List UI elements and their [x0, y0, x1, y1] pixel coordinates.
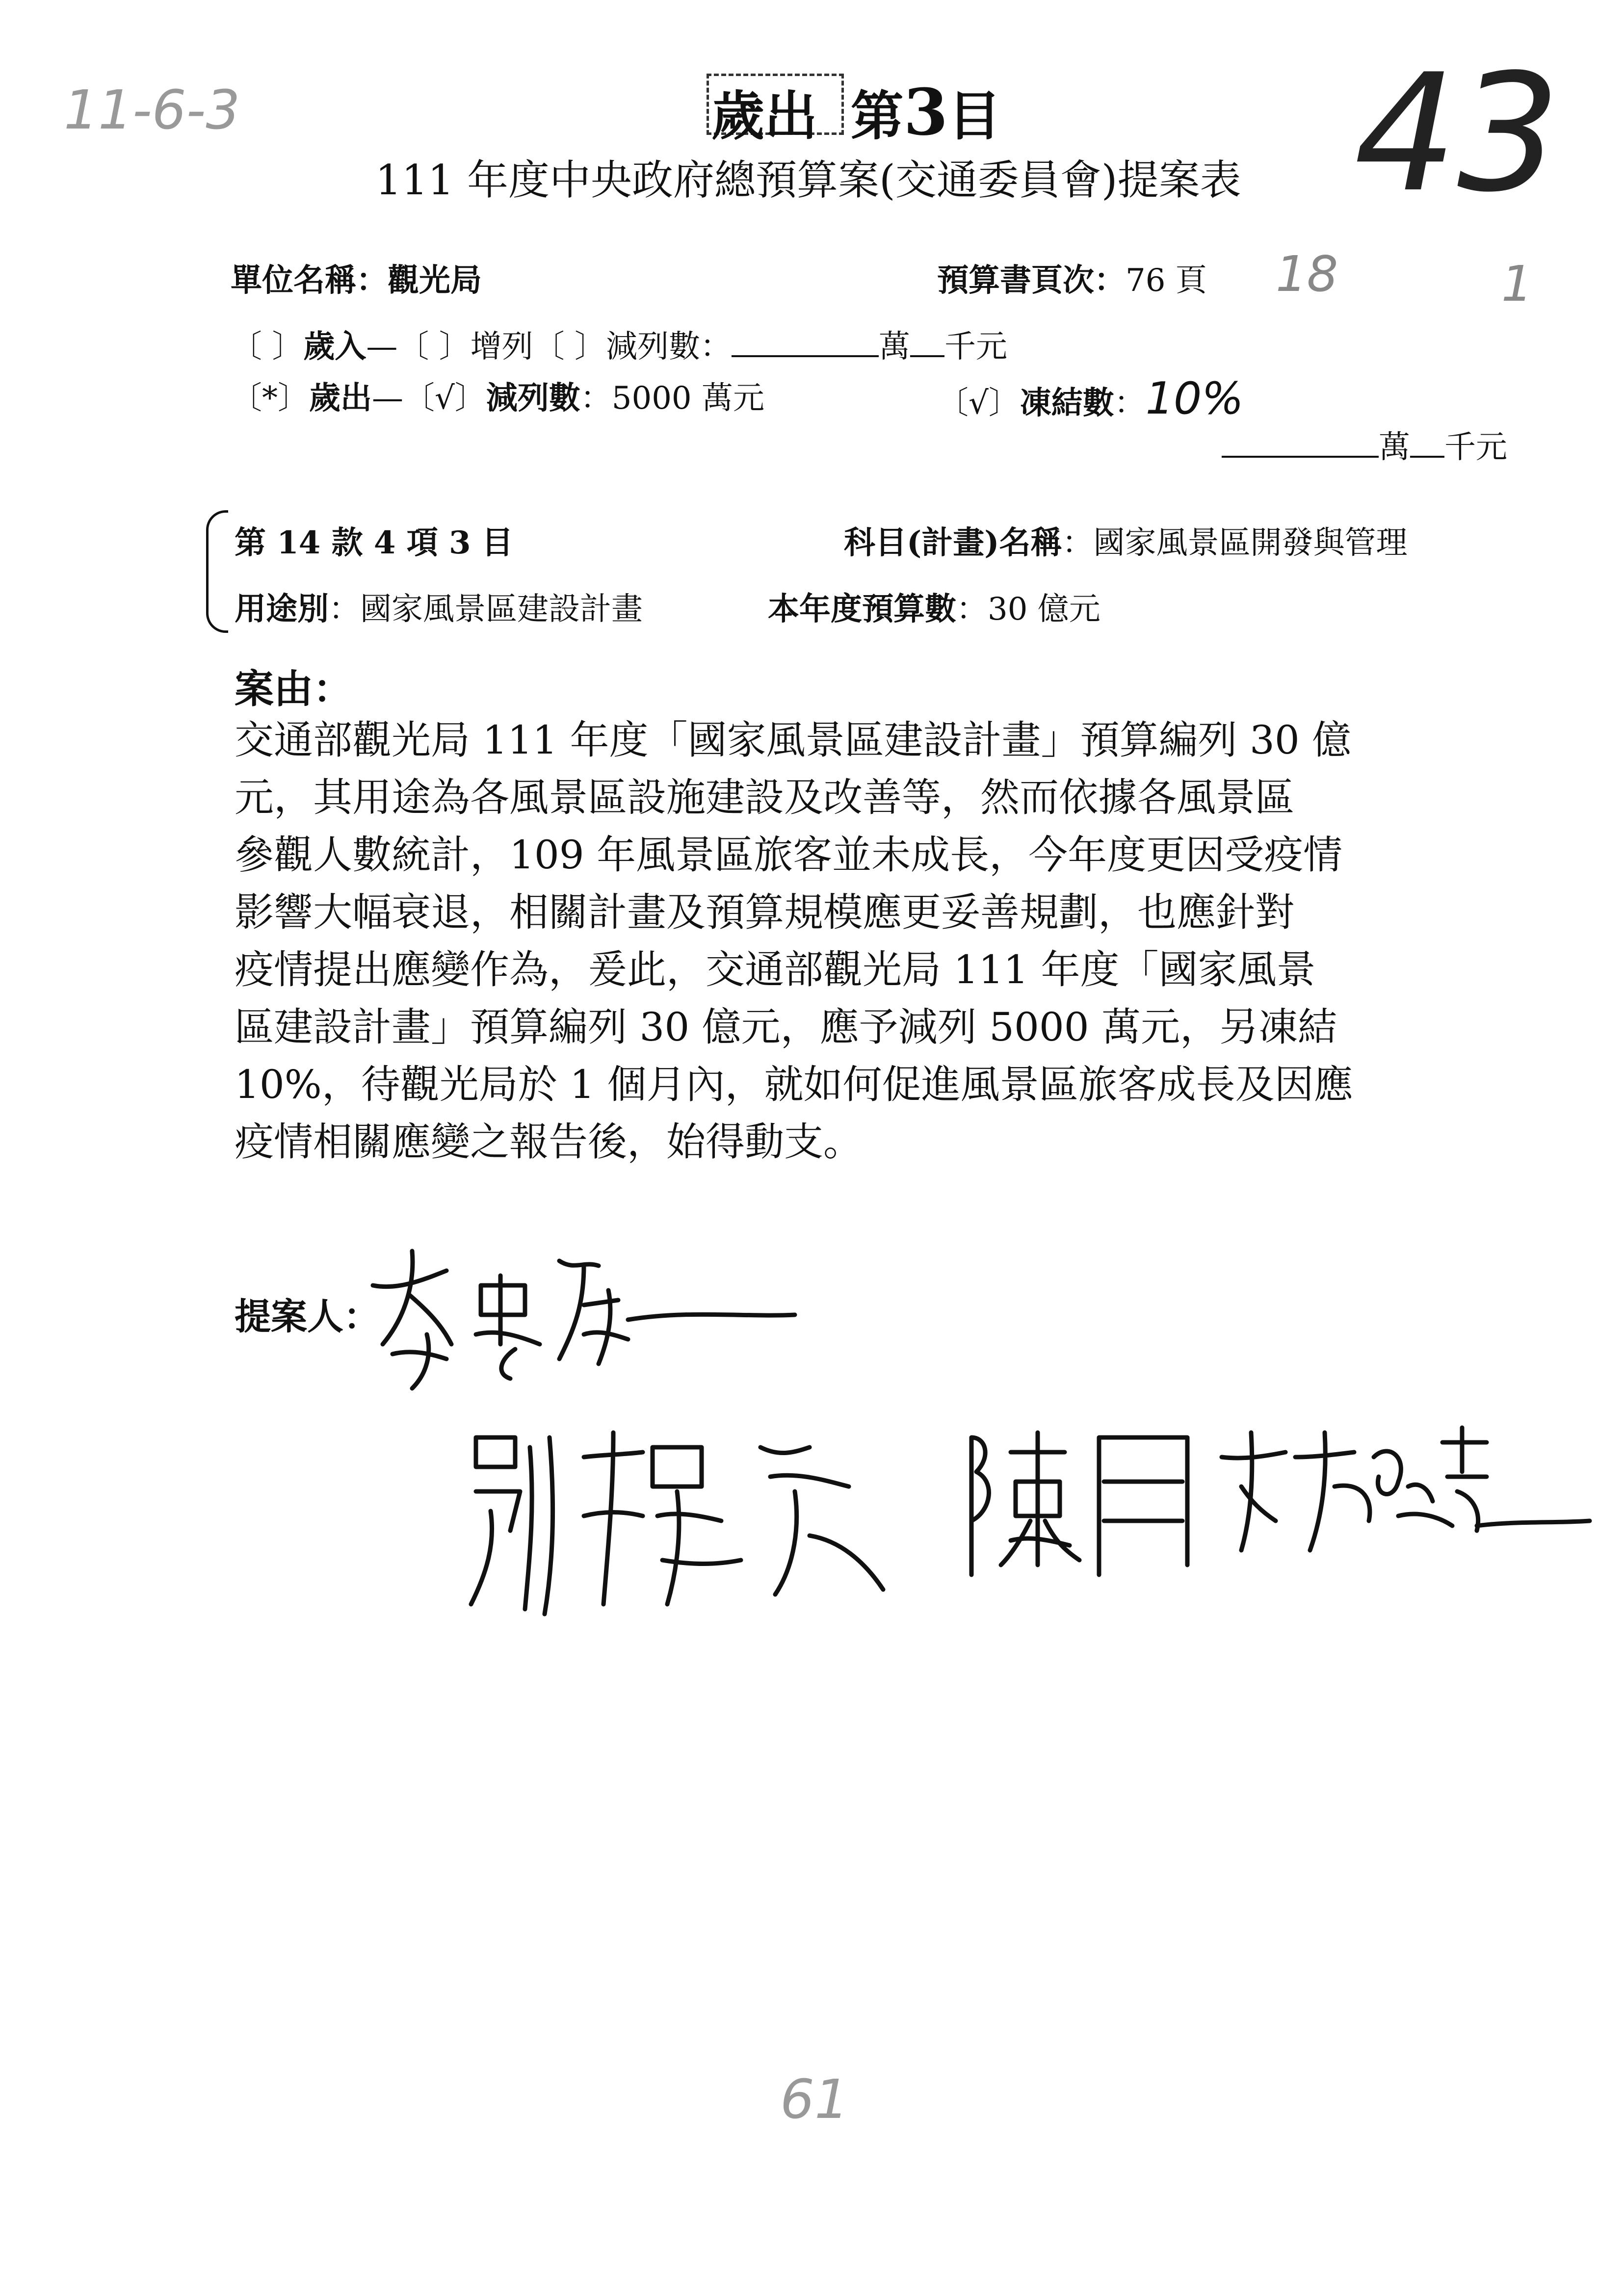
revenue-qian-blank: [910, 328, 944, 357]
proposer-label: 提案人：: [235, 1296, 380, 1338]
expense-qian-blank: [1410, 428, 1444, 458]
revenue-dash: —: [366, 329, 398, 365]
handwritten-date-mark: 11-6-3: [64, 78, 240, 141]
revenue-line: [231, 321, 1007, 366]
budget-page-value: 76 頁: [1126, 262, 1207, 299]
handwritten-right-note: 1: [1501, 255, 1533, 313]
revenue-increase: 〔 〕增列: [397, 329, 533, 365]
freeze-line: [937, 373, 1244, 424]
signature-3: [957, 1418, 1212, 1585]
expense-amount-line: [1222, 422, 1507, 467]
annual-budget-label: 本年度預算數: [768, 591, 956, 627]
subject-label: 科目(計畫)名稱: [844, 524, 1062, 561]
revenue-decrease: 〔 〕減列數：: [533, 329, 732, 365]
freeze-checkbox: 〔√〕: [937, 385, 1020, 421]
cut-checkbox: 〔√〕: [403, 380, 486, 417]
account-bracket: [206, 510, 228, 633]
revenue-unit-wan: 萬: [879, 329, 911, 365]
revenue-bracket: 〔 〕: [231, 329, 304, 365]
usage-value: ：國家風景區建設計畫: [329, 591, 643, 627]
expense-dash: —: [372, 380, 403, 417]
freeze-colon: ：: [1114, 385, 1146, 421]
item-number: 3: [903, 75, 948, 150]
case-line: 參觀人數統計，109 年風景區旅客並未成長，今年度更因受疫情: [235, 832, 1343, 878]
handwritten-proposal-number: 43: [1354, 39, 1560, 228]
expense-wan-blank: [1222, 428, 1379, 458]
unit-row: [231, 255, 482, 300]
handwritten-page-note: 18: [1276, 245, 1338, 303]
subject-row: [844, 518, 1408, 563]
case-line: 疫情提出應變作為，爰此，交通部觀光局 111 年度「國家風景: [235, 947, 1316, 992]
case-line: 元，其用途為各風景區設施建設及改善等，然而依據各風景區: [235, 775, 1294, 820]
case-line: 區建設計畫」預算編列 30 億元，應予減列 5000 萬元，另凍結: [235, 1004, 1337, 1050]
section-label: 歲出: [711, 85, 818, 147]
case-body: [235, 711, 1353, 1171]
subject-value: ：國家風景區開發與管理: [1062, 525, 1408, 561]
signature-1: [353, 1231, 805, 1398]
item-prefix: 第: [850, 85, 904, 147]
cut-value: ：5000 萬元: [580, 380, 764, 417]
case-line: 交通部觀光局 111 年度「國家風景區建設計畫」預算編列 30 億: [235, 717, 1352, 763]
case-line: 疫情相關應變之報告後，始得動支。: [235, 1119, 863, 1165]
section-heading: [711, 74, 1001, 150]
account-section: 第 14 款 4 項 3 目: [235, 524, 513, 561]
revenue-unit-qian: 千元: [944, 329, 1008, 365]
cut-label: 減列數: [486, 380, 580, 417]
expense-unit-qian: 千元: [1444, 429, 1507, 466]
freeze-label: 凍結數: [1020, 385, 1114, 421]
expense-bracket: 〔*〕: [231, 380, 309, 417]
budget-page-row: [937, 255, 1207, 300]
expense-unit-wan: 萬: [1379, 429, 1410, 466]
case-label: 案由：: [235, 666, 352, 712]
signature-4: [1212, 1413, 1595, 1560]
expense-line: [231, 373, 764, 418]
case-line: 影響大幅衰退，相關計畫及預算規模應更妥善規劃，也應針對: [235, 889, 1294, 935]
usage-label: 用途別: [235, 591, 329, 627]
usage-row: [235, 584, 643, 629]
revenue-label: 歲入: [303, 328, 367, 365]
annual-budget-row: [768, 584, 1100, 629]
case-line: 10%，待觀光局於 1 個月內，就如何促進風景區旅客成長及因應: [235, 1062, 1353, 1107]
budget-page-label: 預算書頁次：: [937, 262, 1126, 299]
revenue-wan-blank: [732, 328, 879, 357]
annual-budget-value: ：30 億元: [956, 591, 1100, 627]
item-suffix: 目: [948, 85, 1001, 147]
freeze-value-handwritten: 10%: [1145, 373, 1244, 424]
unit-label: 單位名稱：: [231, 262, 388, 299]
expense-label: 歲出: [309, 380, 372, 417]
handwritten-page-number: 61: [780, 2068, 849, 2131]
form-title: 111 年度中央政府總預算案(交通委員會)提案表: [375, 156, 1241, 204]
unit-value: 觀光局: [388, 262, 482, 299]
signature-2: [456, 1418, 898, 1624]
